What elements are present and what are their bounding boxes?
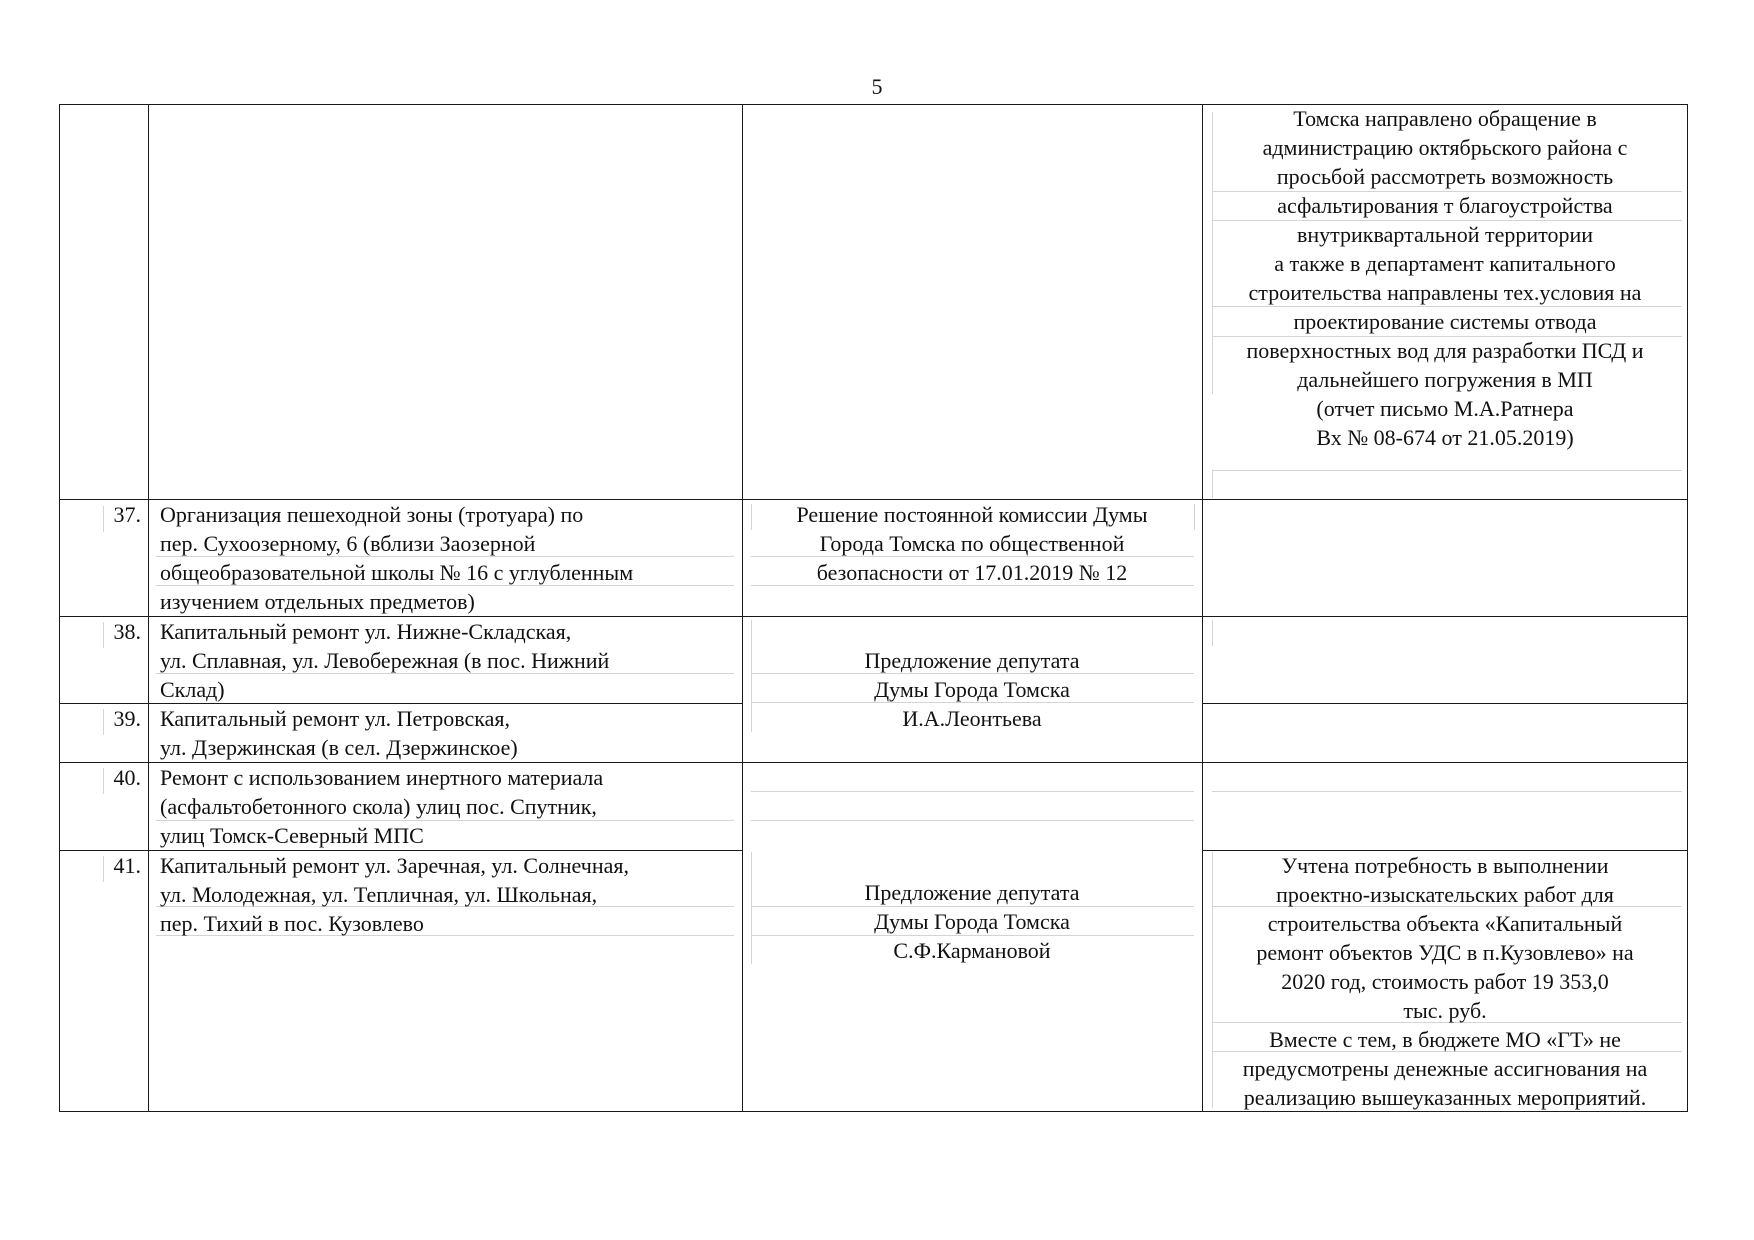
text-guide	[751, 791, 1194, 792]
text-guide	[1212, 470, 1682, 471]
result-line: просьбой рассмотреть возможность	[1276, 164, 1614, 189]
result-line: Учтена потребность в выполнении	[1281, 853, 1609, 878]
result-line: (отчет письмо М.А.Ратнера	[1316, 396, 1574, 421]
item-name-cell	[160, 851, 740, 938]
result-line: поверхностных вод для разработки ПСД и	[1246, 338, 1644, 363]
item-name-line: ул. Сплавная, ул. Левобережная (в пос. Нижний	[160, 648, 610, 673]
result-line: администрацию октябрьского района с	[1262, 135, 1628, 160]
text-guide	[751, 820, 1194, 821]
basis-line: Предложение депутата	[864, 648, 1080, 673]
item-name-cell	[160, 500, 740, 616]
item-name-line: пер. Сухоозерному, 6 (вблизи Заозерной	[160, 531, 536, 556]
row-divider-39b	[1202, 703, 1687, 704]
basis-line: Думы Города Томска	[874, 909, 1070, 934]
item-name-line: Ремонт с использованием инертного материала	[160, 765, 604, 790]
row-number: 41.	[113, 853, 141, 878]
result-line: ремонт объектов УДС в п.Кузовлево» на	[1256, 940, 1634, 965]
item-name-line: ул. Дзержинская (в сел. Дзержинское)	[160, 735, 518, 760]
item-name-line: Капитальный ремонт ул. Нижне-Складская,	[160, 619, 572, 644]
result-cell	[1206, 851, 1684, 1112]
table-left-border	[59, 104, 60, 1112]
result-line: реализацию вышеуказанных мероприятий.	[1243, 1085, 1647, 1110]
page-number: 5	[871, 74, 883, 99]
result-line: тыс. руб.	[1403, 998, 1487, 1023]
item-name-line: пер. Тихий в пос. Кузовлево	[160, 911, 424, 936]
item-name-line: Организация пешеходной зоны (тротуара) по	[160, 502, 584, 527]
result-line: строительства направлены тех.условия на	[1248, 280, 1642, 305]
item-name-cell	[160, 617, 740, 704]
basis-cell-merged	[746, 646, 1198, 733]
basis-cell-merged	[746, 878, 1198, 965]
result-line: асфальтирования т благоустройства	[1277, 193, 1613, 218]
basis-line: безопасности от 17.01.2019 № 12	[816, 560, 1128, 585]
text-guide	[1212, 470, 1213, 498]
item-name-cell	[160, 704, 740, 762]
item-name-line: Капитальный ремонт ул. Заречная, ул. Солнечная,	[160, 853, 629, 878]
row-number: 37.	[113, 502, 141, 527]
basis-cell	[746, 500, 1198, 587]
text-guide	[1212, 620, 1213, 646]
item-name-line: Склад)	[160, 677, 225, 702]
basis-line: И.А.Леонтьева	[902, 706, 1042, 731]
result-line: Томска направлено обращение в	[1293, 106, 1597, 131]
item-name-line: ул. Молодежная, ул. Тепличная, ул. Школьная,	[160, 882, 598, 907]
result-line: дальнейшего погружения в МП	[1297, 367, 1593, 392]
result-line: Вх № 08-674 от 21.05.2019)	[1316, 425, 1574, 450]
continuation-result-cell	[1206, 104, 1684, 452]
result-line: 2020 год, стоимость работ 19 353,0	[1281, 969, 1609, 994]
table-right-border	[1687, 104, 1688, 1112]
row-number: 39.	[113, 706, 141, 731]
basis-line: Предложение депутата	[864, 880, 1080, 905]
item-name-cell	[160, 763, 740, 850]
item-name-line: Капитальный ремонт ул. Петровская,	[160, 706, 510, 731]
row-number: 38.	[113, 619, 141, 644]
col-divider-1	[148, 104, 149, 1112]
col-divider-2	[742, 104, 743, 1112]
text-guide	[1212, 791, 1682, 792]
basis-line: Думы Города Томска	[874, 677, 1070, 702]
item-name-line: общеобразовательной школы № 16 с углубленным	[160, 560, 634, 585]
item-name-line: (асфальтобетонного скола) улиц пос. Спутник,	[160, 794, 597, 819]
result-line: а также в департамент капитального	[1274, 251, 1616, 276]
basis-line: Города Томска по общественной	[819, 531, 1125, 556]
col-divider-3	[1202, 104, 1203, 1112]
result-line: внутриквартальной территории	[1296, 222, 1593, 247]
basis-line: Решение постоянной комиссии Думы	[796, 502, 1148, 527]
result-line: проектирование системы отвода	[1293, 309, 1597, 334]
item-name-line: улиц Томск-Северный МПС	[160, 823, 424, 848]
row-number: 40.	[113, 765, 141, 790]
item-name-line: изучением отдельных предметов)	[160, 589, 475, 614]
result-line: проектно-изыскательских работ для	[1276, 882, 1614, 907]
result-line: предусмотрены денежные ассигнования на	[1242, 1056, 1648, 1081]
result-line: строительства объекта «Капитальный	[1267, 911, 1623, 936]
basis-line: С.Ф.Кармановой	[893, 938, 1051, 963]
result-line: Вместе с тем, в бюджете МО «ГТ» не	[1269, 1027, 1621, 1052]
